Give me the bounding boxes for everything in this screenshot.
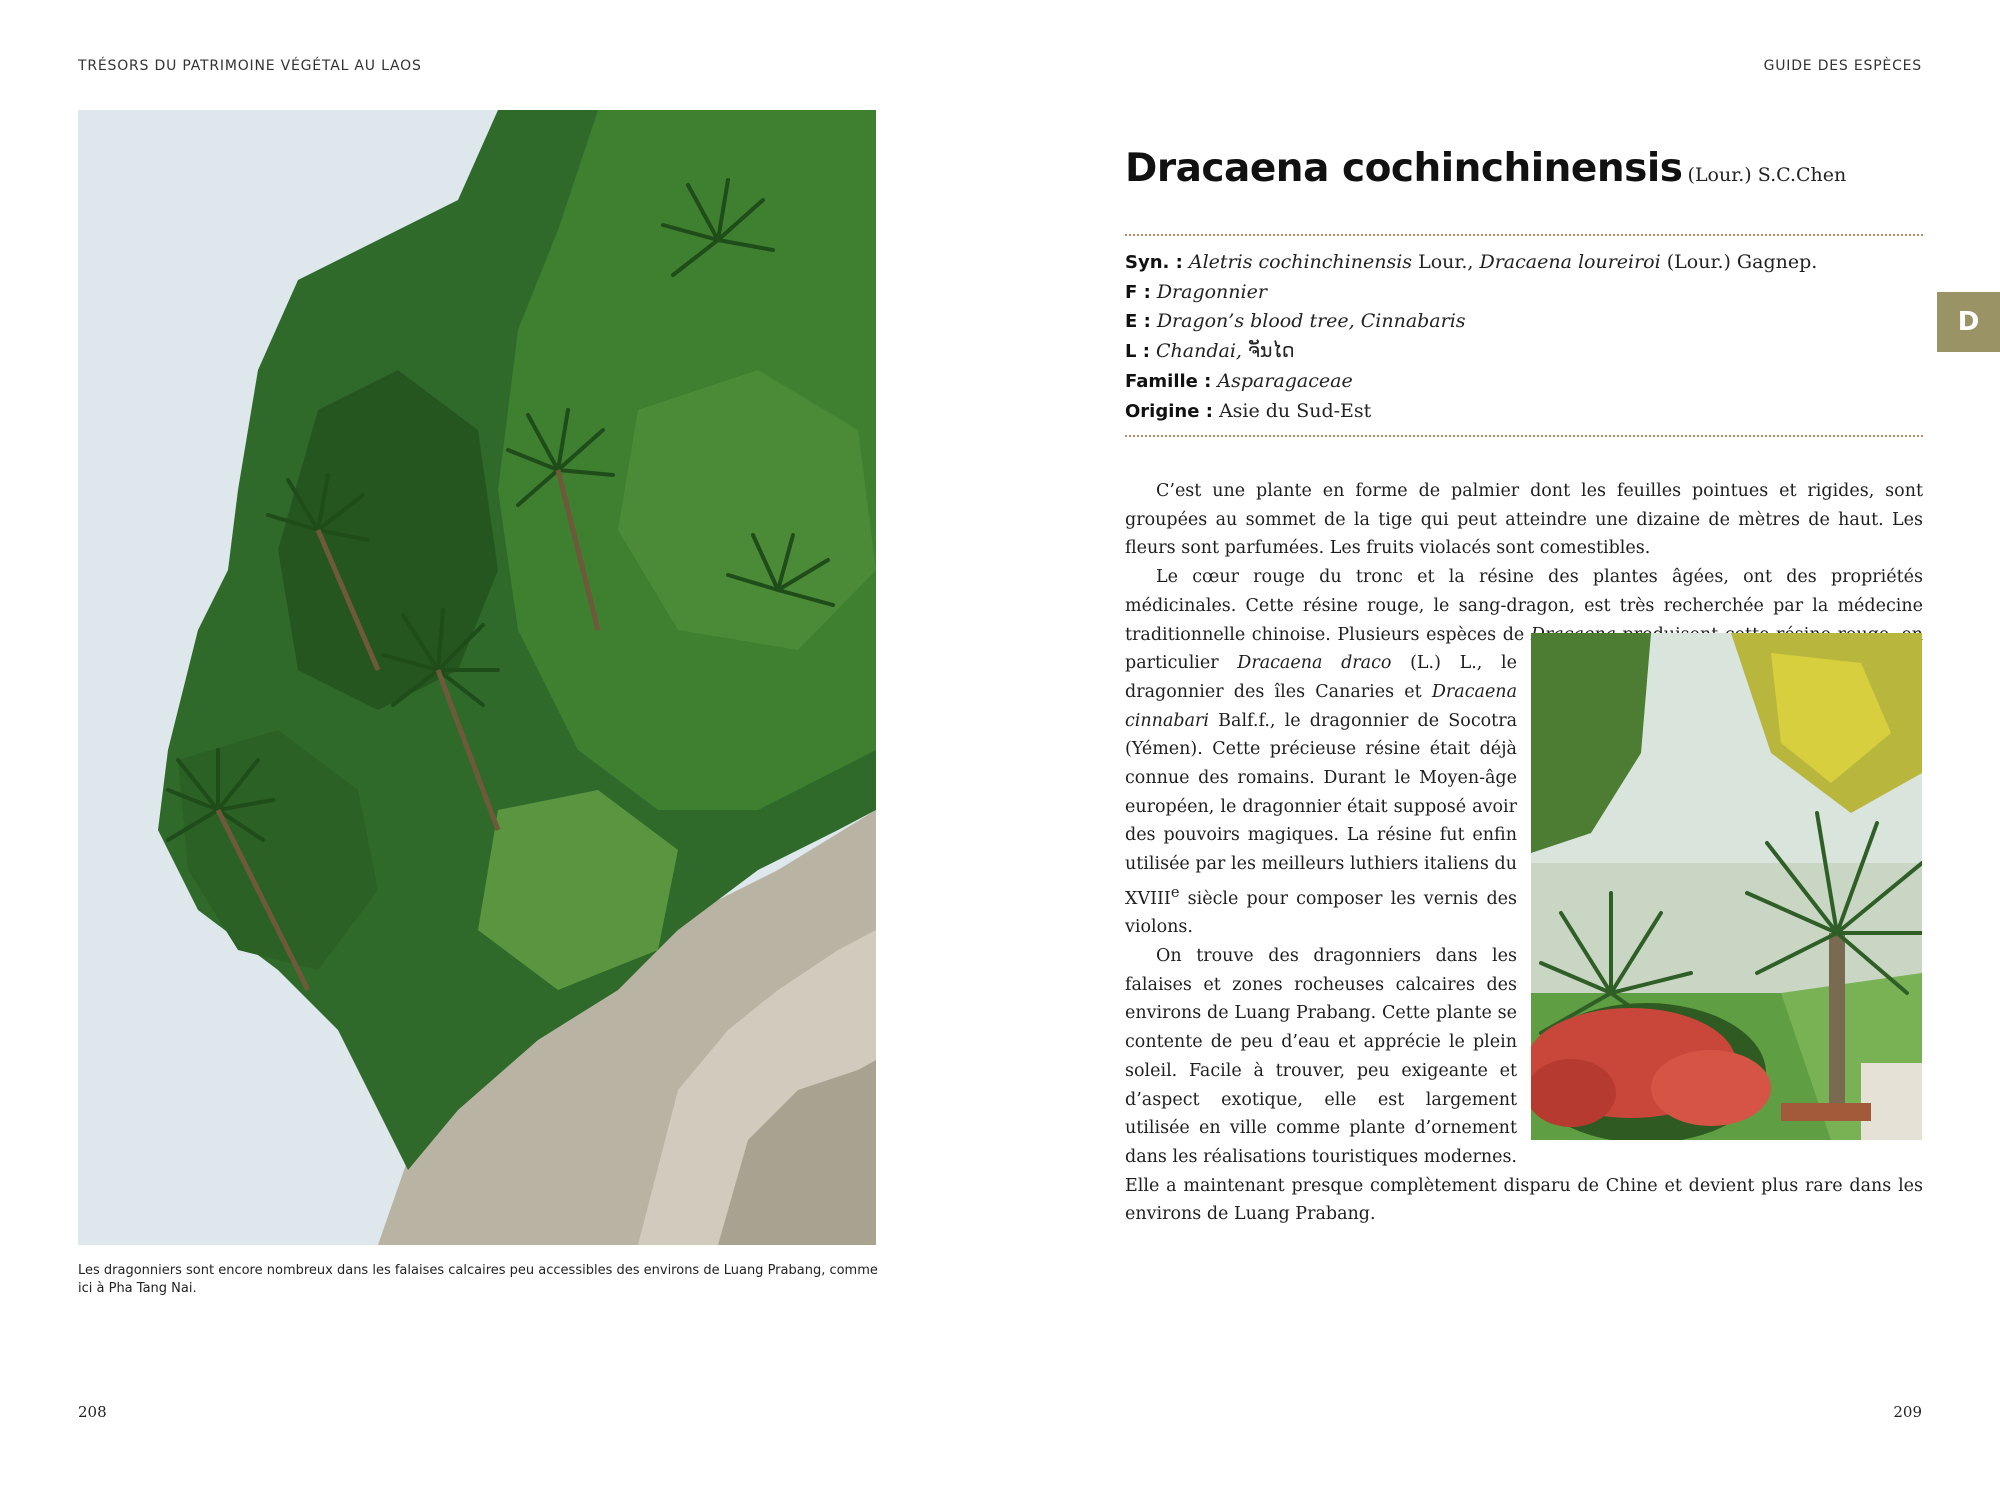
- origin-value: Asie du Sud-Est: [1218, 399, 1372, 422]
- synonym-name-1: Aletris cochinchinensis: [1188, 251, 1413, 273]
- p2-text-d: Balf.f., le dragonnier de Socotra (Yémen). Cette précieuse résine était déjà connue des romains. Durant le Moyen-âge européen, le dragonnier était supposé avoir des pouvoirs magiques. La résine fut enfin utilisée par les meilleurs luthiers italiens du XVIII: [1125, 710, 1517, 909]
- photo-caption: Les dragonniers sont encore nombreux dans les falaises calcaires peu accessibles des environs de Luang Prabang, comme ici à Pha Tang Nai.: [78, 1263, 878, 1296]
- english-label: E :: [1125, 311, 1151, 333]
- english-name-line: [1125, 307, 1923, 337]
- running-head-left: TRÉSORS DU PATRIMOINE VÉGÉTAL AU LAOS: [78, 58, 422, 74]
- french-name: Dragonnier: [1156, 280, 1267, 303]
- french-label: F :: [1125, 281, 1151, 303]
- lao-name-latin: Chandai,: [1155, 340, 1242, 363]
- synonym-author-2: (Lour.) Gagnep.: [1660, 251, 1818, 273]
- dotted-rule-top: [1125, 234, 1923, 236]
- paragraph-3: On trouve des dragonniers dans les falaises et zones rocheuses calcaires des environs de Luang Prabang. Cette plante se contente de peu d’eau et apprécie le plein soleil. Facile à trouver, peu exigeante et d’aspect exotique, elle est largement utilisée en ville comme plante d’ornement dans les réalisations touristiques modernes. Elle a maintenant presque complètement disparu de Chine et devient plus rare dans les environs de Luang Prabang.: [1125, 946, 1923, 1225]
- running-head-right: GUIDE DES ESPÈCES: [1763, 58, 1922, 74]
- p2-superscript: e: [1170, 883, 1180, 901]
- p2-text-a: Le cœur rouge du tronc et la résine des plantes âgées, ont des propriétés médicinales. Cette résine rouge, le sang-dragon, est très recherchée par la médecine traditionnelle chinoise. Plusieurs espèces de: [1125, 567, 1923, 645]
- lao-name-script: ຈັນໄດ: [1247, 340, 1295, 363]
- p2-species-cinnabari: Dracaena cinnabari: [1125, 681, 1517, 731]
- section-tab: D: [1937, 292, 2000, 352]
- lao-name-line: [1125, 337, 1923, 367]
- dotted-rule-bottom: [1125, 435, 1923, 437]
- page-number-right: 209: [1893, 1403, 1922, 1421]
- cliff-photo: [78, 110, 876, 1245]
- family-label: Famille :: [1125, 370, 1212, 392]
- synonym-name-2: Dracaena loureiroi: [1479, 251, 1661, 273]
- family-line: [1125, 367, 1923, 397]
- family-name: Asparagaceae: [1217, 369, 1353, 392]
- p2-species-draco: Dracaena draco: [1237, 653, 1392, 674]
- species-facts: [1125, 248, 1923, 426]
- p2-text-c: (L.) L., le dragonnier des îles Canaries et: [1125, 653, 1517, 702]
- origin-line: [1125, 397, 1923, 427]
- english-name: Dragon’s blood tree, Cinnabaris: [1156, 310, 1466, 333]
- french-name-line: [1125, 278, 1923, 308]
- lao-label: L :: [1125, 341, 1150, 363]
- synonyms-label: Syn. :: [1125, 252, 1183, 273]
- species-authority: (Lour.) S.C.Chen: [1687, 164, 1847, 186]
- p2-text-b: particulier: [1125, 653, 1219, 674]
- p2-text-e: siècle pour composer les vernis des violons.: [1125, 888, 1517, 938]
- paragraph-1: C’est une plante en forme de palmier dont les feuilles pointues et rigides, sont groupées au sommet de la tige qui peut atteindre une dizaine de mètres de haut. Les fleurs sont parfumées. Les fruits violacés sont comestibles.: [1125, 481, 1923, 559]
- garden-photo: [1531, 633, 1922, 1140]
- page-number-left: 208: [78, 1403, 107, 1421]
- species-name: Dracaena cochinchinensis: [1125, 146, 1683, 191]
- origin-label: Origine :: [1125, 400, 1213, 422]
- species-title: [1125, 146, 1925, 191]
- synonym-author-1: Lour.,: [1412, 251, 1480, 273]
- synonyms-line: [1125, 248, 1923, 278]
